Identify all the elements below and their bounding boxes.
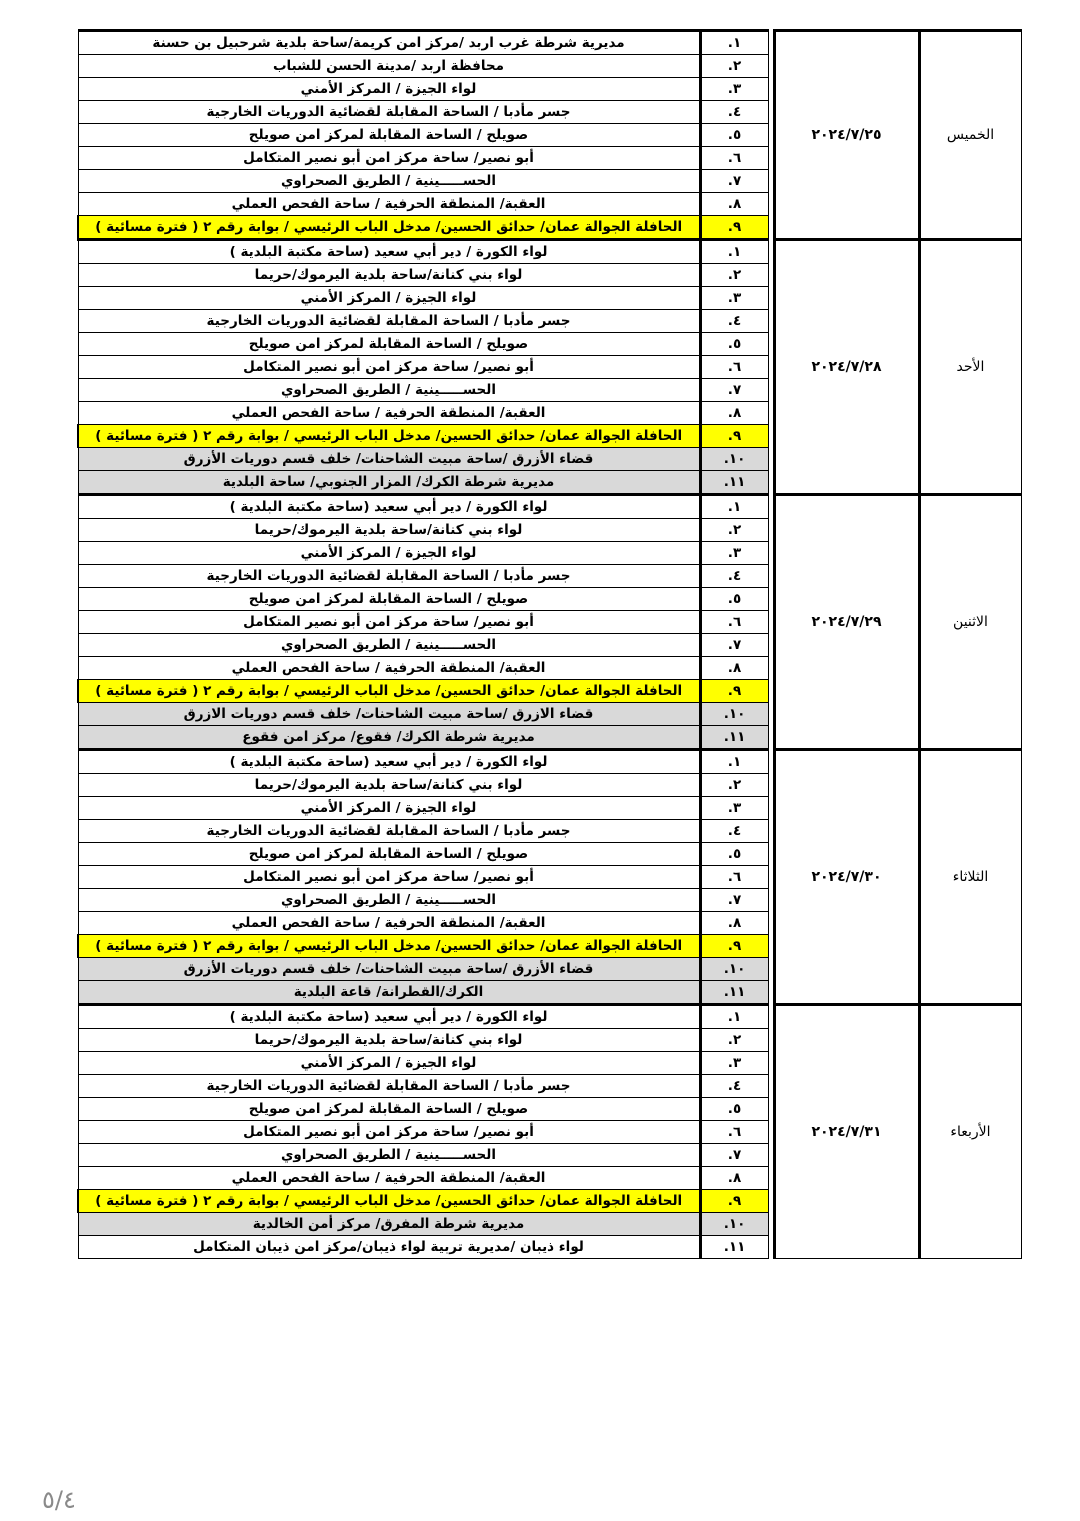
- row-number-cell: .٦: [700, 356, 768, 379]
- location-cell: أبو نصير/ ساحة مركز امن أبو نصير المتكامل: [78, 611, 700, 634]
- location-cell: جسر مأدبا / الساحة المقابلة لقضائية الدوريات الخارجية: [78, 820, 700, 843]
- row-number-cell: .١: [700, 240, 768, 264]
- page-number: ٥/٤: [42, 1486, 76, 1514]
- location-cell: لواء ذيبان /مديرية تربية لواء ذيبان/مركز امن ذيبان المتكامل: [78, 1236, 700, 1259]
- row-number-cell: .٧: [700, 379, 768, 402]
- row-number-cell: .١١: [700, 1236, 768, 1259]
- location-cell: الحافلة الجوالة عمان/ حدائق الحسين/ مدخل الباب الرئيسي / بوابة رقم ٢ ( فترة مسائية ): [78, 216, 700, 240]
- row-number-cell: .٥: [700, 124, 768, 147]
- location-cell: لواء الجيزة / المركز الأمني: [78, 78, 700, 101]
- row-number-cell: .٢: [700, 55, 768, 78]
- row-number-cell: .٢: [700, 264, 768, 287]
- location-cell: أبو نصير/ ساحة مركز امن أبو نصير المتكامل: [78, 356, 700, 379]
- row-number-cell: .٣: [700, 1052, 768, 1075]
- row-number-cell: .٩: [700, 680, 768, 703]
- row-number-cell: .٨: [700, 402, 768, 425]
- location-cell: لواء الكورة / دير أبي سعيد (ساحة مكتبة البلدية ): [78, 495, 700, 519]
- row-number-cell: .٩: [700, 216, 768, 240]
- row-number-cell: .٣: [700, 542, 768, 565]
- row-number-cell: .٦: [700, 611, 768, 634]
- schedule-row: [78, 750, 1021, 774]
- row-number-cell: .٣: [700, 78, 768, 101]
- day-cell: الاثنين: [919, 495, 1021, 750]
- location-cell: العقبة/ المنطقة الحرفية / ساحة الفحص العملي: [78, 193, 700, 216]
- row-number-cell: .٩: [700, 425, 768, 448]
- location-cell: لواء بني كنانة/ساحة بلدية اليرموك/حريما: [78, 1029, 700, 1052]
- location-cell: أبو نصير/ ساحة مركز امن أبو نصير المتكامل: [78, 1121, 700, 1144]
- date-cell: ٢٠٢٤/٧/٢٥: [774, 31, 919, 240]
- location-cell: العقبة/ المنطقة الحرفية / ساحة الفحص العملي: [78, 657, 700, 680]
- row-number-cell: .٤: [700, 101, 768, 124]
- row-number-cell: .١١: [700, 726, 768, 750]
- location-cell: مديرية شرطة غرب اربد /مركز امن كريمة/ساحة بلدية شرحبيل بن حسنة: [78, 31, 700, 55]
- row-number-cell: .٣: [700, 797, 768, 820]
- row-number-cell: .٥: [700, 843, 768, 866]
- location-cell: الحســـــينية / الطريق الصحراوي: [78, 379, 700, 402]
- location-cell: لواء الجيزة / المركز الأمني: [78, 287, 700, 310]
- location-cell: لواء الجيزة / المركز الأمني: [78, 542, 700, 565]
- location-cell: العقبة/ المنطقة الحرفية / ساحة الفحص العملي: [78, 402, 700, 425]
- location-cell: العقبة/ المنطقة الحرفية / ساحة الفحص العملي: [78, 912, 700, 935]
- row-number-cell: .١: [700, 31, 768, 55]
- location-cell: العقبة/ المنطقة الحرفية / ساحة الفحص العملي: [78, 1167, 700, 1190]
- row-number-cell: .١١: [700, 471, 768, 495]
- row-number-cell: .٨: [700, 657, 768, 680]
- day-cell: الأربعاء: [919, 1005, 1021, 1259]
- row-number-cell: .٦: [700, 147, 768, 170]
- location-cell: قضاء الازرق /ساحة مبيت الشاحنات/ خلف قسم دوريات الازرق: [78, 703, 700, 726]
- location-cell: مديرية شرطة المفرق/ مركز أمن الخالدية: [78, 1213, 700, 1236]
- schedule-row: [78, 495, 1021, 519]
- row-number-cell: .٤: [700, 310, 768, 333]
- row-number-cell: .٢: [700, 1029, 768, 1052]
- row-number-cell: .٧: [700, 889, 768, 912]
- date-cell: ٢٠٢٤/٧/٣١: [774, 1005, 919, 1259]
- location-cell: الحافلة الجوالة عمان/ حدائق الحسين/ مدخل الباب الرئيسي / بوابة رقم ٢ ( فترة مسائية ): [78, 425, 700, 448]
- row-number-cell: .٥: [700, 333, 768, 356]
- schedule-row: [78, 31, 1021, 55]
- location-cell: لواء الجيزة / المركز الأمني: [78, 1052, 700, 1075]
- location-cell: قضاء الأزرق /ساحة مبيت الشاحنات/ خلف قسم دوريات الأزرق: [78, 958, 700, 981]
- row-number-cell: .٨: [700, 193, 768, 216]
- location-cell: جسر مأدبا / الساحة المقابلة لقضائية الدوريات الخارجية: [78, 1075, 700, 1098]
- row-number-cell: .٢: [700, 519, 768, 542]
- location-cell: لواء الكورة / دير أبي سعيد (ساحة مكتبة البلدية ): [78, 1005, 700, 1029]
- location-cell: مديرية شرطة الكرك/ المزار الجنوبي/ ساحة البلدية: [78, 471, 700, 495]
- row-number-cell: .٩: [700, 1190, 768, 1213]
- day-cell: الثلاثاء: [919, 750, 1021, 1005]
- row-number-cell: .٧: [700, 170, 768, 193]
- location-cell: الحســـــينية / الطريق الصحراوي: [78, 889, 700, 912]
- row-number-cell: .١٠: [700, 1213, 768, 1236]
- row-number-cell: .٧: [700, 1144, 768, 1167]
- row-number-cell: .١١: [700, 981, 768, 1005]
- location-cell: صويلح / الساحة المقابلة لمركز امن صويلح: [78, 124, 700, 147]
- row-number-cell: .١: [700, 1005, 768, 1029]
- location-cell: الحافلة الجوالة عمان/ حدائق الحسين/ مدخل الباب الرئيسي / بوابة رقم ٢ ( فترة مسائية ): [78, 680, 700, 703]
- schedule-body: [78, 31, 1021, 1259]
- row-number-cell: .٤: [700, 1075, 768, 1098]
- location-cell: صويلح / الساحة المقابلة لمركز امن صويلح: [78, 588, 700, 611]
- row-number-cell: .١: [700, 495, 768, 519]
- row-number-cell: .٦: [700, 1121, 768, 1144]
- location-cell: قضاء الأزرق /ساحة مبيت الشاحنات/ خلف قسم دوريات الأزرق: [78, 448, 700, 471]
- row-number-cell: .٣: [700, 287, 768, 310]
- location-cell: محافظة اربد /مدينة الحسن للشباب: [78, 55, 700, 78]
- row-number-cell: .٦: [700, 866, 768, 889]
- location-cell: جسر مأدبا / الساحة المقابلة لقضائية الدوريات الخارجية: [78, 101, 700, 124]
- location-cell: الكرك/القطرانة/ قاعة البلدية: [78, 981, 700, 1005]
- location-cell: صويلح / الساحة المقابلة لمركز امن صويلح: [78, 1098, 700, 1121]
- row-number-cell: .٩: [700, 935, 768, 958]
- location-cell: لواء بني كنانة/ساحة بلدية اليرموك/حريما: [78, 264, 700, 287]
- location-cell: الحســـــينية / الطريق الصحراوي: [78, 1144, 700, 1167]
- location-cell: جسر مأدبا / الساحة المقابلة لقضائية الدوريات الخارجية: [78, 565, 700, 588]
- row-number-cell: .١٠: [700, 958, 768, 981]
- row-number-cell: .٧: [700, 634, 768, 657]
- date-cell: ٢٠٢٤/٧/٢٨: [774, 240, 919, 495]
- schedule-row: [78, 240, 1021, 264]
- date-cell: ٢٠٢٤/٧/٣٠: [774, 750, 919, 1005]
- day-cell: الأحد: [919, 240, 1021, 495]
- location-cell: لواء بني كنانة/ساحة بلدية اليرموك/حريما: [78, 774, 700, 797]
- location-cell: الحافلة الجوالة عمان/ حدائق الحسين/ مدخل الباب الرئيسي / بوابة رقم ٢ ( فترة مسائية ): [78, 935, 700, 958]
- row-number-cell: .٨: [700, 912, 768, 935]
- row-number-cell: .٤: [700, 820, 768, 843]
- schedule-row: [78, 1005, 1021, 1029]
- location-cell: الحســـــينية / الطريق الصحراوي: [78, 634, 700, 657]
- row-number-cell: .٢: [700, 774, 768, 797]
- location-cell: أبو نصير/ ساحة مركز امن أبو نصير المتكامل: [78, 866, 700, 889]
- row-number-cell: .١٠: [700, 448, 768, 471]
- location-cell: مديرية شرطة الكرك/ فقوع/ مركز امن فقوع: [78, 726, 700, 750]
- row-number-cell: .٥: [700, 588, 768, 611]
- row-number-cell: .٤: [700, 565, 768, 588]
- day-cell: الخميس: [919, 31, 1021, 240]
- location-cell: أبو نصير/ ساحة مركز امن أبو نصير المتكامل: [78, 147, 700, 170]
- location-cell: الحافلة الجوالة عمان/ حدائق الحسين/ مدخل الباب الرئيسي / بوابة رقم ٢ ( فترة مسائية ): [78, 1190, 700, 1213]
- location-cell: صويلح / الساحة المقابلة لمركز امن صويلح: [78, 333, 700, 356]
- row-number-cell: .٨: [700, 1167, 768, 1190]
- location-cell: صويلح / الساحة المقابلة لمركز امن صويلح: [78, 843, 700, 866]
- location-cell: جسر مأدبا / الساحة المقابلة لقضائية الدوريات الخارجية: [78, 310, 700, 333]
- location-cell: لواء الكورة / دير أبي سعيد (ساحة مكتبة البلدية ): [78, 240, 700, 264]
- row-number-cell: .١: [700, 750, 768, 774]
- row-number-cell: .١٠: [700, 703, 768, 726]
- location-cell: لواء الجيزة / المركز الأمني: [78, 797, 700, 820]
- row-number-cell: .٥: [700, 1098, 768, 1121]
- location-cell: الحســـــينية / الطريق الصحراوي: [78, 170, 700, 193]
- location-cell: لواء بني كنانة/ساحة بلدية اليرموك/حريما: [78, 519, 700, 542]
- location-cell: لواء الكورة / دير أبي سعيد (ساحة مكتبة البلدية ): [78, 750, 700, 774]
- date-cell: ٢٠٢٤/٧/٢٩: [774, 495, 919, 750]
- schedule-table: [77, 29, 1022, 1259]
